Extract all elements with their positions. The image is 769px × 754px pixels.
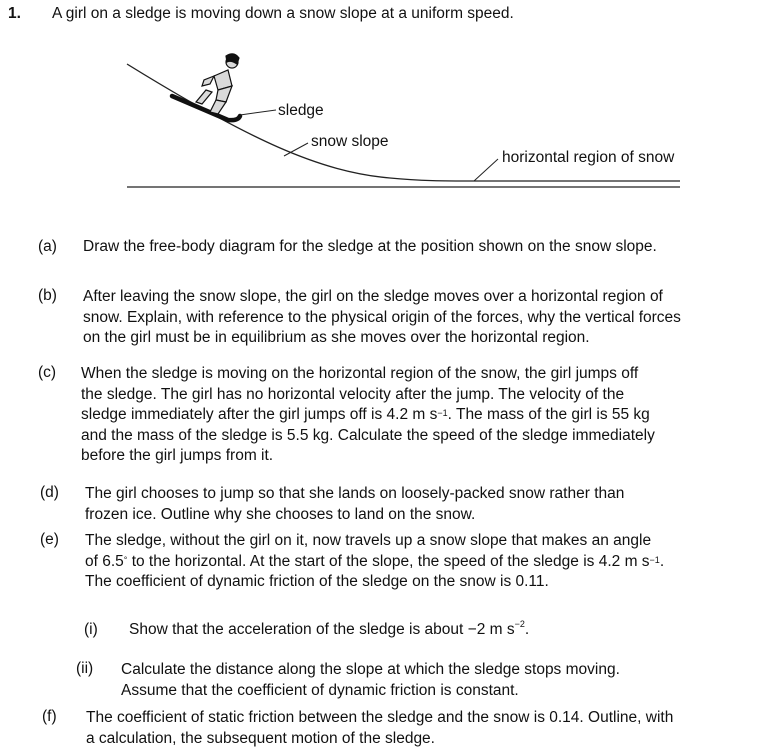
- part-b-line-1: After leaving the snow slope, the girl on the sledge moves over a horizontal region of: [83, 288, 663, 305]
- part-a-text: Draw the free-body diagram for the sledge at the position shown on the snow slope.: [83, 238, 657, 255]
- part-d-label: (d): [40, 484, 59, 501]
- part-f-text: [86, 708, 673, 749]
- part-e-line-2-mid: to the horizontal. At the start of the slope, the speed of the sledge is 4.2 m s: [127, 552, 650, 570]
- part-d-line-2: frozen ice. Outline why she chooses to land on the snow.: [85, 505, 476, 523]
- label-snow-slope: snow slope: [311, 133, 389, 150]
- part-e-ii-line-1: Calculate the distance along the slope at which the sledge stops moving.: [121, 661, 620, 678]
- part-e-line-3: The coefficient of dynamic friction of the sledge on the snow is 0.11.: [85, 573, 549, 590]
- part-b-line-2: snow. Explain, with reference to the physical origin of the forces, why the vertical forces: [83, 308, 681, 326]
- label-horizontal-region: horizontal region of snow: [502, 149, 675, 166]
- girl-figure: [196, 54, 239, 114]
- part-c-text: [81, 364, 655, 467]
- label-sledge: sledge: [278, 102, 324, 119]
- part-e-line-1: The sledge, without the girl on it, now travels up a snow slope that makes an angle: [85, 532, 652, 549]
- part-e-ii-line-2: Assume that the coefficient of dynamic friction is constant.: [121, 681, 519, 699]
- part-c-line-3-pre: sledge immediately after the girl jumps off is 4.2 m s: [81, 406, 438, 423]
- part-e-label: (e): [40, 531, 59, 548]
- part-c-label: (c): [38, 364, 57, 381]
- part-e-i-label: (i): [84, 621, 98, 638]
- part-e-line-2: [85, 552, 664, 573]
- part-f-line-2: a calculation, the subsequent motion of the sledge.: [86, 729, 435, 747]
- part-c-line-4: and the mass of the sledge is 5.5 kg. Calculate the speed of the sledge immediately: [81, 426, 655, 444]
- part-e-line-2-pre: of 6.5: [85, 552, 124, 570]
- leader-horizontal: [474, 159, 498, 181]
- part-e-line-2-sup: −1: [649, 554, 660, 565]
- part-e-i-pre: Show that the acceleration of the sledge is about −2 m s: [129, 621, 515, 638]
- part-c-line-5: before the girl jumps from it.: [81, 447, 274, 464]
- leader-sledge: [240, 110, 276, 115]
- part-e-text: [85, 531, 664, 593]
- part-e-ii-text: [121, 660, 620, 701]
- part-d-text: [85, 484, 624, 525]
- part-f-label: (f): [42, 708, 57, 725]
- part-e-i-text: [129, 621, 529, 639]
- part-e-i-sup: −2: [514, 619, 525, 629]
- sledge-diagram: [0, 0, 769, 200]
- part-c-line-1: When the sledge is moving on the horizontal region of the snow, the girl jumps off: [81, 365, 639, 382]
- part-e-i-post: .: [524, 621, 530, 638]
- part-b-line-3: on the girl must be in equilibrium as she moves over the horizontal region.: [83, 329, 590, 346]
- question-intro: A girl on a sledge is moving down a snow slope at a uniform speed.: [52, 5, 514, 22]
- part-b-label: (b): [38, 287, 57, 304]
- part-c-line-2: the sledge. The girl has no horizontal velocity after the jump. The velocity of the: [81, 385, 625, 403]
- part-f-line-1: The coefficient of static friction between the sledge and the snow is 0.14. Outline, with: [86, 709, 674, 726]
- part-c-line-3-sup: −1: [437, 408, 448, 418]
- part-a-label: (a): [38, 238, 57, 255]
- part-e-degree: °: [123, 554, 128, 565]
- part-b-text: [83, 287, 681, 349]
- part-c-line-3: [81, 405, 655, 426]
- part-c-line-3-post: . The mass of the girl is 55 kg: [447, 406, 650, 423]
- part-d-line-1: The girl chooses to jump so that she lands on loosely-packed snow rather than: [85, 485, 625, 502]
- part-e-line-2-post: .: [659, 552, 665, 570]
- question-number: 1.: [8, 5, 21, 22]
- part-e-ii-label: (ii): [76, 660, 94, 677]
